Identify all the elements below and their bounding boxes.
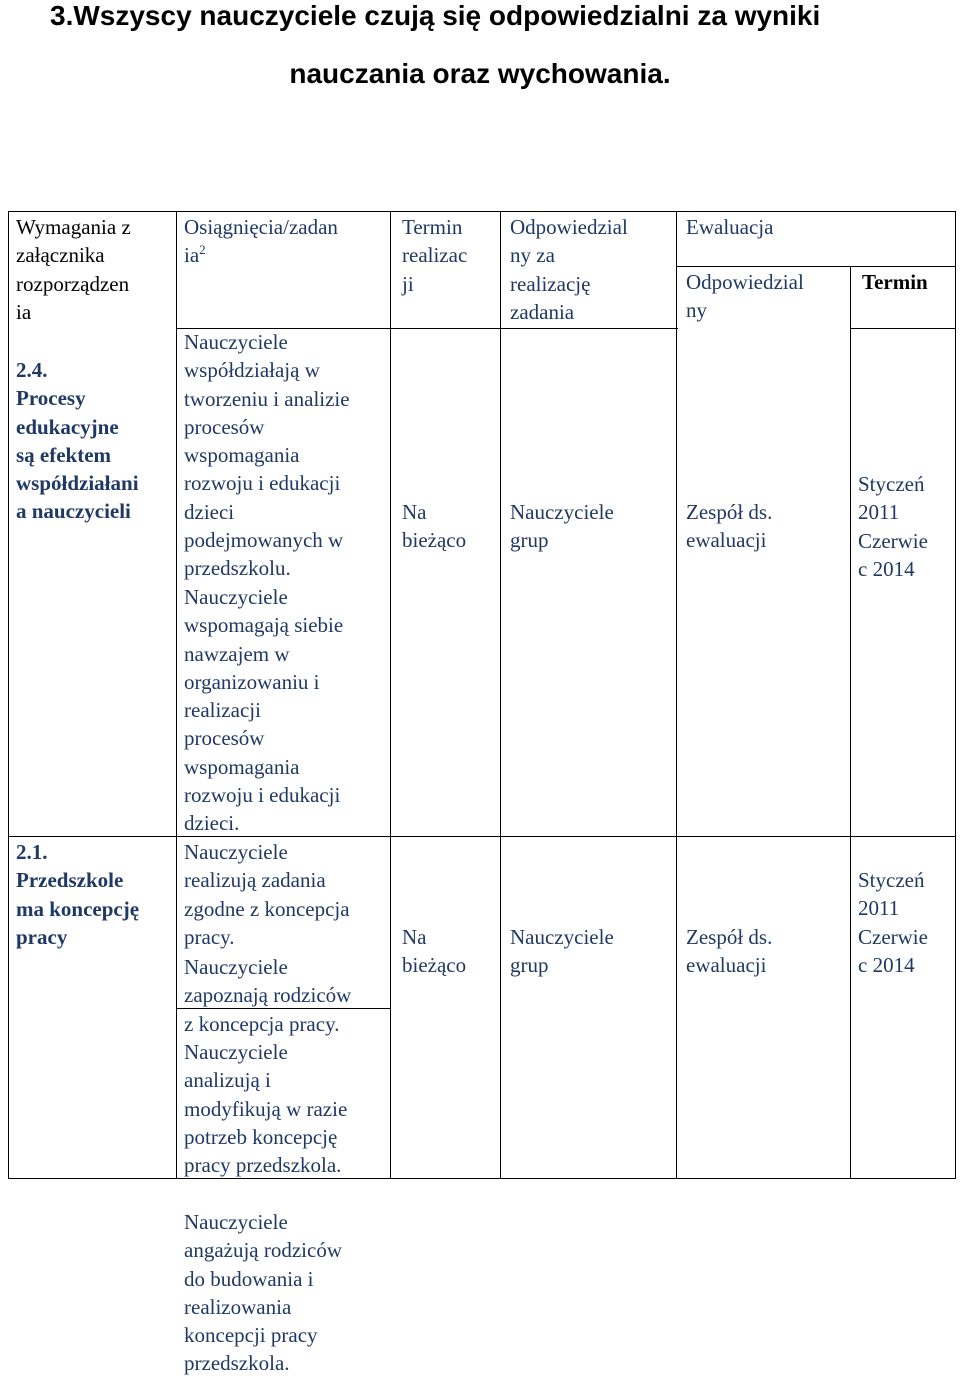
- section-ewaluacja-odpowiedzialny: Zespół ds. ewaluacji: [686, 925, 773, 978]
- header-osiagniecia-text: Osiągnięcia/zadan ia: [184, 215, 338, 268]
- header-osiagniecia: [184, 213, 384, 270]
- task-text: Nauczyciele zapoznają rodziców z koncepcja pracy.: [184, 955, 352, 1036]
- table-bottom-border: [8, 1178, 956, 1179]
- section-odpowiedzialny: Nauczyciele grup: [510, 925, 614, 978]
- section-termin: Na bieżąco: [402, 925, 467, 978]
- header-ewaluacja-termin: Termin: [862, 270, 928, 294]
- section-ewaluacja-termin: Styczeń 2011 Czerwie c 2014: [858, 868, 928, 977]
- requirement-2-4: 2.4. Procesy edukacyjne są efektem współdziałani a nauczycieli: [16, 358, 139, 524]
- section-termin: Na bieżąco: [402, 500, 467, 553]
- ewaluacja-subheader-line: [676, 266, 956, 267]
- task-text: Nauczyciele angażują rodziców do budowania i realizowania koncepcji pracy przedszkola.: [184, 1210, 343, 1376]
- header-ewaluacja: Ewaluacja: [686, 215, 774, 239]
- header-termin-realizacji: Termin realizac ji: [402, 215, 468, 296]
- section-divider: [8, 836, 956, 837]
- task-text: Nauczyciele realizują zadania zgodne z koncepcja pracy.: [184, 840, 350, 949]
- task-text: Nauczyciele analizują i modyfikują w razie potrzeb koncepcję pracy przedszkola.: [184, 1040, 348, 1178]
- col-line-5: [850, 266, 851, 1178]
- col-line-0: [8, 211, 9, 1179]
- col-line-2: [390, 211, 391, 1179]
- task-text: Nauczyciele wspomagają siebie nawzajem w organizowaniu i realizacji procesów wspomagania rozwoju i edukacji dzieci.: [184, 585, 344, 836]
- col-line-1: [176, 211, 177, 1179]
- section-odpowiedzialny: Nauczyciele grup: [510, 500, 614, 553]
- header-odpowiedzialny-za-realizacje: Odpowiedzial ny za realizację zadania: [510, 215, 628, 324]
- document-title-line-1: 3.Wszyscy nauczyciele czują się odpowiedzialni za wyniki: [50, 0, 821, 31]
- task-text: Nauczyciele współdziałają w tworzeniu i analizie procesów wspomagania rozwoju i edukacji dzieci podejmowanych w przedszkolu.: [184, 330, 350, 581]
- table-top-border: [8, 211, 956, 212]
- col-line-6: [955, 211, 956, 1179]
- header-wymagania: Wymagania z załącznika rozporządzen ia: [16, 215, 131, 324]
- header-bottom-line-termin: [850, 328, 956, 329]
- header-ewaluacja-odpowiedzialny: Odpowiedzial ny: [686, 270, 804, 323]
- col-line-4: [676, 211, 677, 1179]
- requirement-2-1: 2.1. Przedszkole ma koncepcję pracy: [16, 840, 140, 949]
- section-ewaluacja-odpowiedzialny: Zespół ds. ewaluacji: [686, 500, 773, 553]
- col-line-3: [500, 211, 501, 1179]
- footnote-marker: 2: [199, 242, 206, 258]
- document-title-line-2: nauczania oraz wychowania.: [289, 58, 671, 89]
- section-ewaluacja-termin: Styczeń 2011 Czerwie c 2014: [858, 472, 928, 581]
